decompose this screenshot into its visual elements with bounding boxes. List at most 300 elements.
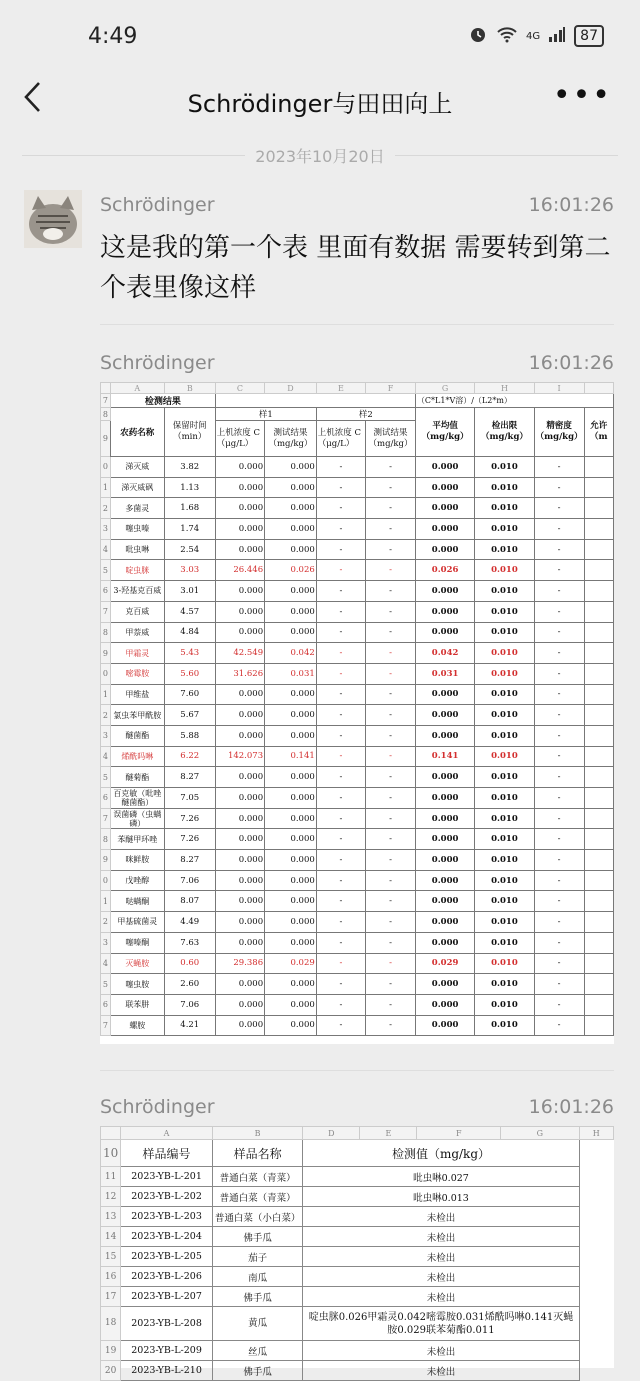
row-number-cell: 16	[101, 1267, 121, 1287]
table-cell: 0.026	[415, 560, 474, 581]
detected-value-cell: 未检出	[303, 1287, 579, 1307]
table-cell: 0.000	[215, 684, 264, 705]
table-cell: 2.54	[164, 539, 215, 560]
table-cell: -	[366, 974, 416, 995]
sample-code-cell: 2023-YB-L-210	[121, 1361, 213, 1381]
table-cell: -	[366, 1015, 416, 1036]
table-cell: -	[316, 932, 365, 953]
table-cell: 戊唑醇	[110, 870, 164, 891]
empty-cell	[579, 1341, 613, 1361]
row-number-cell: 6	[101, 581, 111, 602]
table-cell: 甲维盐	[110, 684, 164, 705]
table-cell: -	[534, 1015, 584, 1036]
table-cell: 噻虫胺	[110, 974, 164, 995]
header-precision: 精密度（mg/kg）	[534, 408, 584, 457]
table-cell: 苯醚甲环唑	[110, 829, 164, 850]
table-cell: -	[316, 643, 365, 664]
table-row	[101, 767, 614, 788]
table-cell: 0.000	[215, 457, 264, 478]
row-number-cell: 3	[101, 519, 111, 540]
signal-icon	[548, 26, 566, 46]
table-cell: -	[316, 663, 365, 684]
empty-cell	[579, 1247, 613, 1267]
header-sample-code: 样品编号	[121, 1140, 213, 1167]
sample-name-cell: 佛手瓜	[212, 1361, 303, 1381]
row-number-cell: 5	[101, 560, 111, 581]
message-header	[100, 194, 614, 216]
table-cell: -	[534, 994, 584, 1015]
group-header-row: 8 农药名称 保留时间（min） 样1 样2 平均值（mg/kg） 检出限（mg/kg） 精密度（mg/kg） 允许（m	[101, 408, 614, 421]
table-cell: 1.68	[164, 498, 215, 519]
row-number-cell: 4	[101, 953, 111, 974]
table-cell: -	[316, 788, 365, 809]
table-cell: 0.010	[475, 932, 534, 953]
table-cell: 联苯肼	[110, 994, 164, 1015]
table-cell: 0.000	[265, 1015, 317, 1036]
table-cell: 0.031	[265, 663, 317, 684]
table-cell: 7.06	[164, 994, 215, 1015]
table-cell: -	[316, 560, 365, 581]
table-cell	[584, 870, 613, 891]
table-row	[101, 974, 614, 995]
table-cell: -	[534, 519, 584, 540]
table-cell: 0.000	[215, 601, 264, 622]
table-cell	[584, 932, 613, 953]
detected-value-cell: 未检出	[303, 1267, 579, 1287]
table-cell: 0.000	[415, 601, 474, 622]
table-cell: 1.13	[164, 477, 215, 498]
table-cell: 0.000	[265, 519, 317, 540]
message-header	[100, 352, 614, 374]
row-number-cell: 8	[101, 829, 111, 850]
table-cell: -	[366, 953, 416, 974]
table-cell: 0.000	[415, 870, 474, 891]
table-cell: 甲萘威	[110, 622, 164, 643]
table-cell: 克百威	[110, 601, 164, 622]
table-cell: 误菌磷（虫螨磷）	[110, 808, 164, 829]
row-number-cell: 4	[101, 746, 111, 767]
row-number-cell: 1	[101, 684, 111, 705]
table-cell: 烯酰吗啉	[110, 746, 164, 767]
table-cell: 0.010	[475, 788, 534, 809]
table-row	[101, 601, 614, 622]
table-cell: 噻虫嗪	[110, 519, 164, 540]
table-row	[101, 912, 614, 933]
table-cell: -	[534, 850, 584, 871]
table-cell	[584, 581, 613, 602]
table-cell: 0.000	[265, 601, 317, 622]
table-cell: -	[316, 767, 365, 788]
table-cell: -	[316, 581, 365, 602]
table-cell: 0.000	[265, 850, 317, 871]
table-cell	[584, 601, 613, 622]
empty-cell	[579, 1287, 613, 1307]
table-cell: -	[316, 953, 365, 974]
table-cell: 咪鲜胺	[110, 850, 164, 871]
table-row	[101, 932, 614, 953]
table-cell	[584, 808, 613, 829]
table-cell: 0.000	[265, 705, 317, 726]
row-number-cell: 9	[101, 850, 111, 871]
row-number-cell: 4	[101, 539, 111, 560]
spreadsheet-image-1[interactable]	[100, 382, 614, 1044]
table-cell: 0.000	[215, 788, 264, 809]
table-cell: 0.010	[475, 767, 534, 788]
table-cell: 8.07	[164, 891, 215, 912]
table-row	[101, 498, 614, 519]
table-cell: 7.60	[164, 684, 215, 705]
table-cell: 0.029	[415, 953, 474, 974]
table-cell: -	[366, 684, 416, 705]
table-cell: -	[366, 601, 416, 622]
table-cell: 0.042	[415, 643, 474, 664]
table-cell: 0.000	[265, 539, 317, 560]
table-cell: 多菌灵	[110, 498, 164, 519]
table-cell: 0.000	[415, 891, 474, 912]
table-cell: 0.000	[415, 539, 474, 560]
table-cell: -	[366, 705, 416, 726]
table-cell: 醚菊酯	[110, 767, 164, 788]
table-cell: 0.010	[475, 912, 534, 933]
table-cell: -	[534, 643, 584, 664]
more-options-icon[interactable]: •••	[552, 78, 612, 113]
row-number-cell: 1	[101, 891, 111, 912]
status-time: 4:49	[88, 24, 138, 49]
detected-value-cell: 未检出	[303, 1361, 579, 1381]
table-cell	[584, 850, 613, 871]
table-cell: -	[534, 891, 584, 912]
row-number-cell: 14	[101, 1227, 121, 1247]
table-cell: 啶虫脒	[110, 560, 164, 581]
table-cell: -	[316, 519, 365, 540]
table-cell: -	[534, 684, 584, 705]
table-cell: -	[366, 850, 416, 871]
row-number-cell: 17	[101, 1287, 121, 1307]
table-cell: -	[534, 912, 584, 933]
table-cell: -	[366, 622, 416, 643]
table-cell: 1.74	[164, 519, 215, 540]
table-cell	[584, 498, 613, 519]
table-cell: 0.000	[415, 829, 474, 850]
table-cell: 0.010	[475, 643, 534, 664]
table-cell: 0.010	[475, 539, 534, 560]
table-cell: -	[534, 601, 584, 622]
table-row	[101, 477, 614, 498]
detected-value-cell: 未检出	[303, 1207, 579, 1227]
sample-name-cell: 普通白菜（青菜）	[212, 1167, 303, 1187]
table-cell: -	[316, 746, 365, 767]
header-pesticide: 农药名称	[110, 408, 164, 457]
table-cell	[584, 663, 613, 684]
table-row	[101, 725, 614, 746]
empty-cell	[579, 1167, 613, 1187]
empty-cell	[579, 1361, 613, 1381]
table-cell: 0.010	[475, 498, 534, 519]
row-number-cell: 19	[101, 1341, 121, 1361]
table-cell: 3.01	[164, 581, 215, 602]
table-cell: 0.000	[265, 912, 317, 933]
table-row	[101, 1207, 614, 1227]
table-cell: 0.000	[415, 994, 474, 1015]
table-cell: -	[366, 808, 416, 829]
table-cell: -	[366, 891, 416, 912]
table-cell	[584, 912, 613, 933]
table-cell: 0.010	[475, 1015, 534, 1036]
table-cell	[584, 994, 613, 1015]
table-cell: 0.000	[215, 622, 264, 643]
table-cell	[584, 477, 613, 498]
table-cell: 0.026	[265, 560, 317, 581]
column-letters-row: A B C D E F G H I	[101, 383, 614, 394]
table-cell: 0.010	[475, 684, 534, 705]
table-cell: 0.000	[215, 850, 264, 871]
header-sample1: 样1	[215, 408, 316, 421]
detected-value-cell: 未检出	[303, 1341, 579, 1361]
table-cell: -	[534, 974, 584, 995]
table-cell: -	[534, 705, 584, 726]
table-cell: 31.626	[215, 663, 264, 684]
header-sample2: 样2	[316, 408, 415, 421]
row-number-cell: 12	[101, 1187, 121, 1207]
table-cell: 0.000	[265, 498, 317, 519]
table-cell: 0.000	[415, 912, 474, 933]
table-cell	[584, 539, 613, 560]
table-cell: -	[366, 539, 416, 560]
table-row	[101, 850, 614, 871]
table-cell: -	[316, 622, 365, 643]
table-cell: 0.010	[475, 808, 534, 829]
row-number-cell: 0	[101, 870, 111, 891]
table-cell: 4.57	[164, 601, 215, 622]
table-cell: 0.010	[475, 705, 534, 726]
table-cell: 7.05	[164, 788, 215, 809]
table-cell: 0.000	[415, 705, 474, 726]
table-cell: 0.141	[265, 746, 317, 767]
table-cell: 0.010	[475, 829, 534, 850]
table-cell: -	[534, 622, 584, 643]
table-cell: 氯虫苯甲酰胺	[110, 705, 164, 726]
table-cell: 0.000	[215, 539, 264, 560]
row-number-cell: 9	[101, 643, 111, 664]
table-cell: 0.000	[215, 870, 264, 891]
table-cell: 0.000	[215, 477, 264, 498]
table-cell: 0.010	[475, 457, 534, 478]
spreadsheet-image-2[interactable]	[100, 1126, 614, 1378]
row-number-cell: 7	[101, 601, 111, 622]
table-cell: 0.000	[415, 457, 474, 478]
table-row	[101, 829, 614, 850]
table-cell: -	[534, 953, 584, 974]
status-icons	[468, 24, 604, 48]
sheet-title-cell: 检测结果	[110, 394, 215, 408]
table-cell: 0.029	[265, 953, 317, 974]
sender-name: Schrödinger	[100, 352, 215, 374]
table-cell: 0.010	[475, 622, 534, 643]
row-number-cell: 7	[101, 1015, 111, 1036]
column-header-row: 9 上机浓度 C（μg/L） 测试结果（mg/kg） 上机浓度 C（μg/L） 测试结果（mg/kg）	[101, 421, 614, 457]
table-cell: 0.000	[415, 932, 474, 953]
table-cell: 7.06	[164, 870, 215, 891]
header-lod: 检出限（mg/kg）	[475, 408, 534, 457]
table-cell: 0.000	[265, 870, 317, 891]
table-cell: 0.000	[215, 767, 264, 788]
table-cell: -	[366, 746, 416, 767]
message-time: 16:01:26	[528, 352, 614, 374]
table-cell: 0.000	[265, 457, 317, 478]
table-cell: -	[366, 932, 416, 953]
table-cell: -	[534, 746, 584, 767]
table-cell: -	[366, 457, 416, 478]
row-number-cell: 6	[101, 788, 111, 809]
table-cell: 0.000	[215, 705, 264, 726]
table-cell: 0.010	[475, 519, 534, 540]
table-cell: -	[316, 725, 365, 746]
table-row	[101, 684, 614, 705]
table-cell: 0.010	[475, 477, 534, 498]
table-cell: -	[316, 974, 365, 995]
table-row	[101, 1227, 614, 1247]
table-cell: 0.000	[415, 498, 474, 519]
sample-code-cell: 2023-YB-L-208	[121, 1307, 213, 1341]
table-cell: -	[534, 581, 584, 602]
sender-name: Schrödinger	[100, 1096, 215, 1118]
table-cell	[584, 622, 613, 643]
chat-header	[0, 76, 640, 124]
table-row	[101, 622, 614, 643]
detected-value-cell: 啶虫脒0.026甲霜灵0.042嘧霉胺0.031烯酰吗啉0.141灭蝇胺0.029联苯菊酯0.011	[303, 1307, 579, 1341]
table-cell: 0.000	[265, 891, 317, 912]
empty-cell	[579, 1267, 613, 1287]
table-cell: 0.000	[215, 974, 264, 995]
table-cell: 0.000	[215, 912, 264, 933]
message-header	[100, 1096, 614, 1118]
table-cell: -	[316, 477, 365, 498]
table-cell: -	[316, 870, 365, 891]
table-cell: 7.63	[164, 932, 215, 953]
table-cell: 涕灭威砜	[110, 477, 164, 498]
table-cell: -	[316, 850, 365, 871]
detected-value-cell: 未检出	[303, 1247, 579, 1267]
table-cell: -	[366, 994, 416, 1015]
table-cell: 7.26	[164, 808, 215, 829]
table-cell: 0.000	[265, 829, 317, 850]
table-row	[101, 1187, 614, 1207]
table-cell: 0.010	[475, 974, 534, 995]
table-cell: -	[316, 912, 365, 933]
alarm-icon	[468, 24, 488, 48]
table-row	[101, 1015, 614, 1036]
table-cell	[584, 767, 613, 788]
table-cell	[584, 457, 613, 478]
table-cell: -	[366, 643, 416, 664]
table-cell: 3.82	[164, 457, 215, 478]
avatar[interactable]	[24, 190, 82, 248]
table-row	[101, 560, 614, 581]
message-text[interactable]: 这是我的第一个表 里面有数据 需要转到第二个表里像这样	[100, 233, 611, 303]
sample-name-cell: 茄子	[212, 1247, 303, 1267]
table-cell: -	[534, 808, 584, 829]
table-cell: 0.031	[415, 663, 474, 684]
table-header-row: 10 样品编号 样品名称 检测值（mg/kg）	[101, 1140, 614, 1167]
table-cell	[584, 974, 613, 995]
header-average: 平均值（mg/kg）	[415, 408, 474, 457]
row-number-cell: 5	[101, 974, 111, 995]
message-time: 16:01:26	[528, 1096, 614, 1118]
table-cell: -	[316, 539, 365, 560]
table-cell: -	[366, 788, 416, 809]
network-type-label: 4G	[526, 30, 541, 42]
table-cell	[584, 519, 613, 540]
table-cell	[584, 891, 613, 912]
table-row	[101, 746, 614, 767]
sample-name-cell: 佛手瓜	[212, 1227, 303, 1247]
table-row	[101, 1247, 614, 1267]
table-row	[101, 539, 614, 560]
table-cell: 5.43	[164, 643, 215, 664]
row-number-cell: 6	[101, 994, 111, 1015]
table-cell: -	[534, 870, 584, 891]
table-cell: 0.000	[265, 622, 317, 643]
table-cell: -	[366, 767, 416, 788]
table-cell: 0.000	[215, 891, 264, 912]
message-divider	[100, 1070, 614, 1071]
empty-cell	[579, 1207, 613, 1227]
table-cell: 0.000	[215, 581, 264, 602]
table-cell: 7.26	[164, 829, 215, 850]
sample-code-cell: 2023-YB-L-206	[121, 1267, 213, 1287]
table-cell: 0.000	[415, 767, 474, 788]
table-cell: -	[534, 829, 584, 850]
table-cell	[584, 705, 613, 726]
table-cell: 0.60	[164, 953, 215, 974]
table-cell	[584, 829, 613, 850]
row-number-cell: 0	[101, 457, 111, 478]
empty-cell	[579, 1307, 613, 1341]
table-cell: -	[316, 808, 365, 829]
header-sample-name: 样品名称	[212, 1140, 303, 1167]
wifi-icon	[496, 25, 518, 47]
table-cell	[584, 560, 613, 581]
table-cell: 0.000	[415, 519, 474, 540]
table-cell: 0.010	[475, 994, 534, 1015]
table-cell: 26.446	[215, 560, 264, 581]
table-cell: 0.010	[475, 663, 534, 684]
column-letters-row: A B D E F G H	[101, 1127, 614, 1140]
table-cell: -	[534, 788, 584, 809]
table-row	[101, 891, 614, 912]
table-cell	[584, 746, 613, 767]
table-cell: -	[316, 601, 365, 622]
table-cell: 0.000	[415, 808, 474, 829]
table-cell: 0.000	[415, 581, 474, 602]
row-number-cell: 3	[101, 725, 111, 746]
table-cell: 0.000	[415, 622, 474, 643]
header-detected-value: 检测值（mg/kg）	[303, 1140, 579, 1167]
table-row	[101, 1267, 614, 1287]
table-cell: 0.000	[215, 1015, 264, 1036]
table-cell: 醚菌酯	[110, 725, 164, 746]
table-cell: 5.88	[164, 725, 215, 746]
table-cell: -	[316, 891, 365, 912]
table-cell: -	[366, 560, 416, 581]
table-cell: 29.386	[215, 953, 264, 974]
table-cell: 灭蝇胺	[110, 953, 164, 974]
sample-code-cell: 2023-YB-L-204	[121, 1227, 213, 1247]
table-cell	[584, 725, 613, 746]
table-cell: 0.000	[415, 477, 474, 498]
table-cell: 0.000	[215, 725, 264, 746]
detected-value-cell: 未检出	[303, 1227, 579, 1247]
